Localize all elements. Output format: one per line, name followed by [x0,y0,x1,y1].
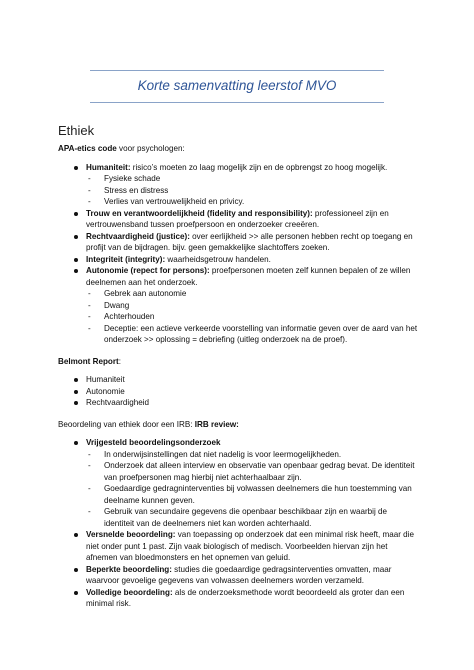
list-item-text: van toepassing op onderzoek dat een minimal risk heeft, maar die niet onder punt 1 past. Zijn vaak biologisch of medisch. Voorbeelden hiervan zijn het afnemen van bloedmonsters en het opnemen van geluid. [86,530,414,562]
list-item [58,437,418,529]
sub-list-item: - In onderwijsinstellingen dat niet nadelig is voor leermogelijkheden. [86,449,418,461]
sub-list-item: - Verlies van vertrouwelijkheid en privicy. [86,196,418,208]
document-body [58,143,418,610]
sub-list [86,173,418,208]
document-title: Korte samenvatting leerstof MVO [137,78,337,93]
irb-intro-bold: IRB review: [194,419,239,429]
apa-intro-bold: APA-etics code [58,144,117,153]
list-item-term: Volledige beoordeling: [86,587,173,597]
list-item-term: Integriteit (integrity): [86,254,166,264]
list-item [58,587,418,610]
sub-list-item: - Goedaardige gedragninterventies bij volwassen deelnemers die hun toestemming van deelname kunnen geven. [86,483,418,506]
sub-list-item: - Fysieke schade [86,173,418,185]
list-item-text: Autonomie [86,386,125,396]
list-item-term: Versnelde beoordeling: [86,530,176,539]
sub-list-item: - Stress en distress [86,185,418,197]
apa-intro [58,143,418,155]
belmont-list [58,374,418,409]
sub-list-item: - Achterhouden [86,311,418,323]
apa-list [58,162,418,346]
sub-list-item: - Deceptie: een actieve verkeerde voorstelling van informatie geven over de aard van het onderzoek >> oplossing = debriefing (uitleg onderzoek na de proef). [86,323,418,346]
section-heading: Ethiek [58,123,95,138]
list-item [58,529,418,564]
irb-list [58,437,418,610]
list-item [58,397,418,409]
sub-list-item: - Gebruik van secundaire gegevens die openbaar beschikbaar zijn en waarbij de identiteit van de deelnemers niet kan worden achterhaald. [86,506,418,529]
list-item [58,564,418,587]
list-item-term: Trouw en verantwoordelijkheid (fidelity and responsibility): [86,208,313,218]
list-item-term: Humaniteit: [86,162,131,172]
list-item-text: proefpersonen moeten zelf kunnen bepalen of ze willen deelnemen aan het onderzoek. [86,266,411,287]
list-item-term: Rechtvaardigheid (justice): [86,231,190,241]
sub-list-item: - Gebrek aan autonomie [86,288,418,300]
belmont-heading-bold: Belmont Report [58,356,119,366]
list-item [58,231,418,254]
list-item-term: Beperkte beoordeling: [86,564,172,574]
list-item [58,162,418,208]
irb-intro-text: Beoordeling van ethiek door een IRB: [58,419,195,429]
list-item-term: Autonomie (repect for persons): [86,266,210,275]
belmont-heading-suffix: : [118,356,121,366]
list-item-text: professioneel zijn en vertrouwensband tussen proefpersoon en onderzoeker creeëren. [86,208,389,229]
sub-list [86,288,418,346]
list-item-text: studies die goedaardige gedragsinterventies omvatten, maar waarvoor gevoelige gegevens van volwassen deelnemers worden verzameld. [86,564,392,585]
list-item-term: Vrijgesteld beoordelingsonderzoek [86,438,221,447]
list-item [58,208,418,231]
sub-list-item: - Onderzoek dat alleen interview en observatie van openbaar gedrag bevat. De identiteit van proefpersonen mag hierbij niet achterhaalbaar zijn. [86,460,418,483]
sub-list-item: - Dwang [86,300,418,312]
list-item-text: Humaniteit [86,375,125,384]
list-item [58,265,418,346]
title-rule-top [90,70,384,71]
belmont-heading [58,356,418,368]
apa-intro-text: voor psychologen: [116,144,185,153]
title-rule-bottom [90,102,384,103]
list-item-text: Rechtvaardigheid [86,398,149,407]
list-item [58,386,418,398]
irb-intro [58,419,418,431]
list-item-text: risico’s moeten zo laag mogelijk zijn en de opbrengst zo hoog mogelijk. [130,162,388,172]
list-item-text: als de onderzoeksmethode wordt beoordeeld als groter dan een minimal risk. [86,587,405,608]
list-item [58,254,418,266]
list-item [58,374,418,386]
list-item-text: waarheidsgetrouw handelen. [165,254,271,264]
list-item-text: over eerlijkheid >> alle personen hebben recht op toegang en profijt van de bijdragen. bijv. geen gemakkelijke slachtoffers zoeken. [86,231,413,252]
sub-list [86,449,418,530]
